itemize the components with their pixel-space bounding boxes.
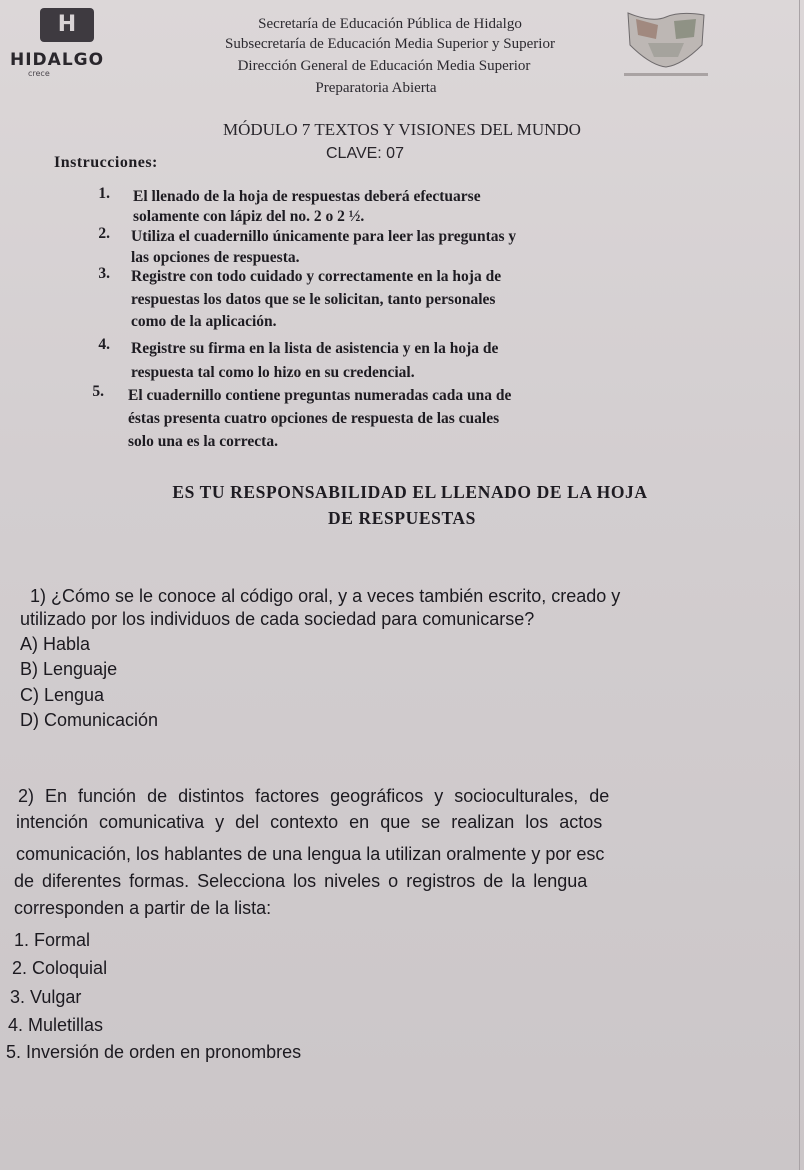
instruction-text: respuesta tal como lo hizo en su credencial. — [131, 364, 415, 381]
instruction-text: las opciones de respuesta. — [131, 249, 300, 266]
instruction-number: 4. — [98, 336, 110, 353]
instruction-number: 1. — [98, 185, 110, 202]
instruction-text: Registre su firma en la lista de asistencia y en la hoja de — [131, 340, 499, 357]
instruction-text: solo una es la correcta. — [128, 433, 278, 450]
state-seal-icon — [622, 5, 710, 85]
instruction-text: como de la aplicación. — [131, 313, 277, 330]
instruction-text: El cuadernillo contiene preguntas numeradas cada una de — [128, 387, 512, 404]
hidalgo-logo-name: HIDALGO — [10, 50, 105, 70]
question-2-list-item-5: 5. Inversión de orden en pronombres — [6, 1042, 302, 1062]
hidalgo-logo-tagline: crece — [28, 69, 50, 78]
question-2-list-item-4: 4. Muletillas — [8, 1015, 104, 1035]
module-clave: CLAVE: 07 — [326, 145, 404, 162]
question-1-option-a: A) Habla — [20, 634, 91, 654]
instruction-text: respuestas los datos que se le solicitan, tanto personales — [131, 291, 496, 308]
header-line-secretaria: Secretaría de Educación Pública de Hidalgo — [258, 16, 522, 32]
header-line-subsecretaria: Subsecretaría de Educación Media Superior y Superior — [225, 36, 555, 52]
instruction-text: El llenado de la hoja de respuestas deberá efectuarse — [133, 188, 481, 205]
question-2-list-item-1: 1. Formal — [14, 930, 91, 950]
question-2-text-line-4: de diferentes formas. Selecciona los niveles o registros de la lengua — [14, 871, 588, 891]
header-line-direccion: Dirección General de Educación Media Superior — [237, 58, 531, 74]
instruction-number: 3. — [98, 265, 110, 282]
instruction-text: solamente con lápiz del no. 2 o 2 ½. — [133, 208, 365, 225]
question-2-list-item-3: 3. Vulgar — [10, 987, 82, 1007]
question-1-text-cont: utilizado por los individuos de cada sociedad para comunicarse? — [20, 609, 535, 629]
instructions-heading: Instrucciones: — [54, 154, 158, 171]
question-2-text-line-5: corresponden a partir de la lista: — [14, 898, 272, 918]
module-title: MÓDULO 7 TEXTOS Y VISIONES DEL MUNDO — [223, 120, 581, 139]
question-2-text-line-2: intención comunicativa y del contexto en que se realizan los actos — [16, 812, 603, 832]
page-fold-line — [799, 0, 800, 1170]
header-line-preparatoria: Preparatoria Abierta — [315, 80, 437, 96]
warning-line-1: ES TU RESPONSABILIDAD EL LLENADO DE LA HOJA — [172, 482, 648, 502]
question-1-option-b: B) Lenguaje — [20, 659, 118, 679]
hidalgo-logo-mark: H — [40, 8, 94, 42]
instruction-number: 5. — [92, 383, 104, 400]
instruction-number: 2. — [98, 225, 110, 242]
question-2-text-line-3: comunicación, los hablantes de una lengua la utilizan oralmente y por esc — [16, 844, 605, 864]
instruction-text: Registre con todo cuidado y correctamente en la hoja de — [131, 268, 502, 285]
question-2-list-item-2: 2. Coloquial — [12, 958, 108, 978]
instruction-text: éstas presenta cuatro opciones de respuesta de las cuales — [128, 410, 500, 427]
question-2-text-line-1: 2) En función de distintos factores geográficos y socioculturales, de — [18, 786, 610, 806]
question-1-option-d: D) Comunicación — [20, 710, 159, 730]
warning-line-2: DE RESPUESTAS — [327, 508, 476, 528]
question-1-option-c: C) Lengua — [20, 685, 105, 705]
question-1-text: 1) ¿Cómo se le conoce al código oral, y a veces también escrito, creado y — [30, 586, 621, 606]
instruction-text: Utiliza el cuadernillo únicamente para leer las preguntas y — [131, 228, 517, 245]
